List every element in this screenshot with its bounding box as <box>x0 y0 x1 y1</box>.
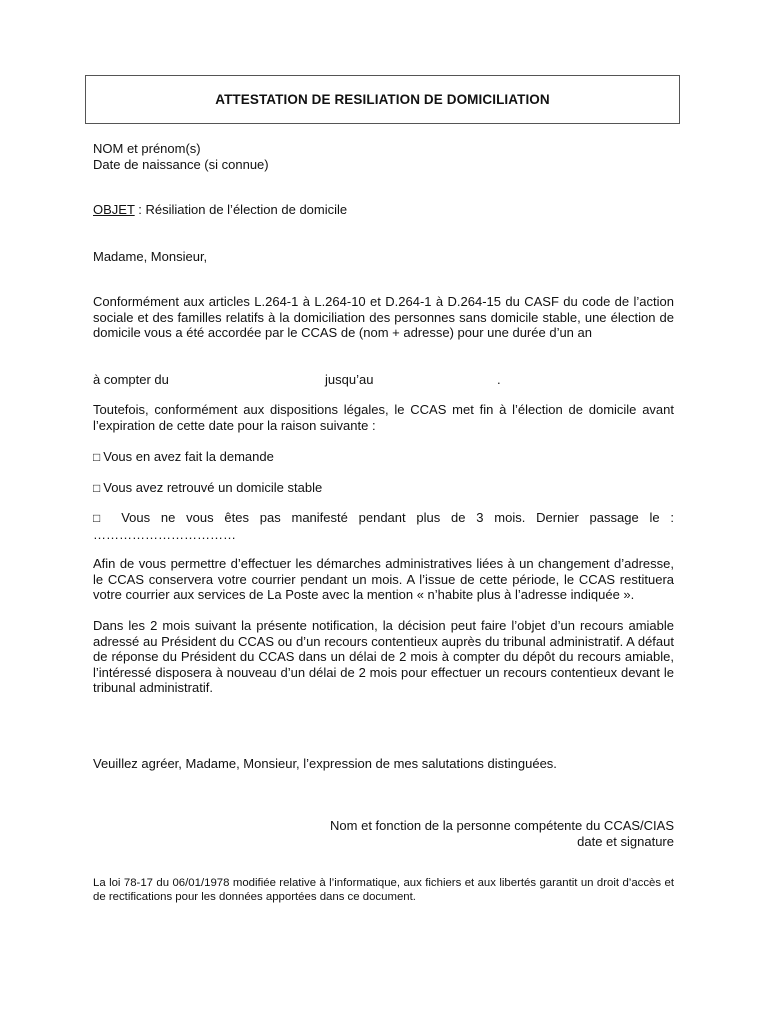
paragraph-legal-basis: Conformément aux articles L.264-1 à L.264-10 et D.264-1 à D.264-15 du CASF du code de l’action sociale et des familles relatifs à la domiciliation des personnes sans domicile stable, une élection de domicile vous a été accordée par le CCAS de (nom + adresse) pour une durée d’un an <box>93 294 674 341</box>
reason-1-text: Vous en avez fait la demande <box>103 449 274 464</box>
birth-date-label: Date de naissance (si connue) <box>93 156 269 172</box>
title-box <box>85 75 680 124</box>
paragraph-appeal: Dans les 2 mois suivant la présente notification, la décision peut faire l’objet d’un recours amiable adressé au Président du CCAS ou d’un recours contentieux auprès du tribunal administratif. A défaut de réponse du Président du CCAS dans un délai de 2 mois à compter du dépôt du recours amiable, l’intéressé disposera à nouveau d’un délai de 2 mois pour effectuer un recours contentieux devant le tribunal administratif. <box>93 618 674 696</box>
object-separator: : <box>134 202 146 217</box>
checkbox-icon: □ <box>93 511 108 525</box>
reason-1 <box>93 449 674 466</box>
signature-line-1: Nom et fonction de la personne compétente du CCAS/CIAS <box>330 818 674 833</box>
name-label: NOM et prénom(s) <box>93 141 201 156</box>
checkbox-icon: □ <box>93 481 101 495</box>
signature-line-2: date et signature <box>577 833 674 849</box>
period-line <box>93 372 674 388</box>
identity-block <box>93 141 674 172</box>
period-to-label: jusqu’au <box>325 372 374 387</box>
document-title: ATTESTATION DE RESILIATION DE DOMICILIATION <box>215 92 550 107</box>
reason-3-line <box>93 510 674 527</box>
object-label: OBJET <box>93 202 135 217</box>
footer-legal-note: La loi 78-17 du 06/01/1978 modifiée relative à l’informatique, aux fichiers et aux libertés garantit un droit d’accès et de rectifications pour les données apportées dans ce document. <box>93 877 674 903</box>
object-text: Résiliation de l’élection de domicile <box>145 202 348 217</box>
period-end-mark: . <box>497 372 501 387</box>
salutation: Madame, Monsieur, <box>93 249 208 264</box>
checkbox-icon: □ <box>93 450 101 464</box>
reason-3-dots: …………………………… <box>93 526 236 542</box>
reason-2 <box>93 480 674 497</box>
paragraph-termination: Toutefois, conformément aux dispositions légales, le CCAS met fin à l’élection de domicile avant l’expiration de cette date pour la raison suivante : <box>93 402 674 433</box>
paragraph-mail: Afin de vous permettre d’effectuer les démarches administratives liées à un changement d’adresse, le CCAS conservera votre courrier pendant un mois. A l’issue de cette période, le CCAS restituera votre courrier aux services de La Poste avec la mention « n’habite plus à l’adresse indiquée ». <box>93 556 674 603</box>
closing-formula: Veuillez agréer, Madame, Monsieur, l’expression de mes salutations distinguées. <box>93 756 557 771</box>
period-from-label: à compter du <box>93 372 169 387</box>
reason-3-text: Vous ne vous êtes pas manifesté pendant plus de 3 mois. Dernier passage le : <box>121 510 674 525</box>
signature-block <box>93 818 674 849</box>
reason-2-text: Vous avez retrouvé un domicile stable <box>103 480 323 495</box>
object-line <box>93 202 674 218</box>
reason-3 <box>93 510 674 542</box>
